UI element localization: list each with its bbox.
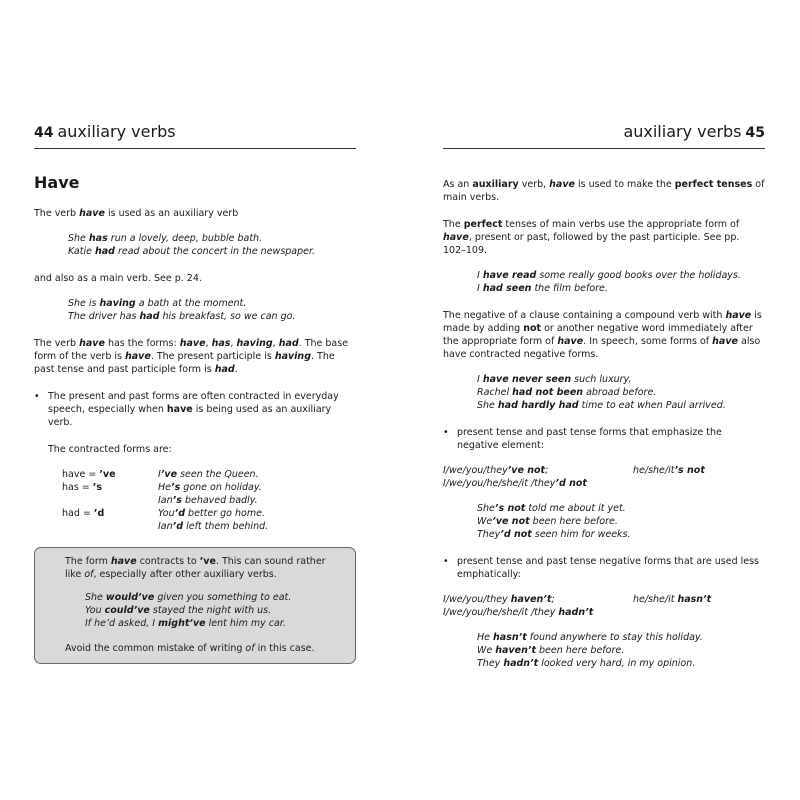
example-block bbox=[477, 373, 765, 412]
bullet-text: The present and past forms are often contracted in everyday speech, especially when have is being used as an auxiliary verb. bbox=[48, 391, 339, 428]
bullet-text: present tense and past tense forms that emphasize the negative element: bbox=[457, 427, 722, 451]
example-line: If he’d asked, I might’ve lent him my car. bbox=[85, 618, 286, 629]
bullet-marker: • bbox=[443, 427, 449, 438]
contraction-label: have = ’ve bbox=[62, 469, 116, 480]
negative-paragraph: The negative of a clause containing a compound verb with have is made by adding not or another negative word immediately after the appropriate form of have. In speech, some forms of have also have contracted negative forms. bbox=[443, 310, 762, 360]
contraction-row bbox=[62, 481, 356, 507]
running-title: auxiliary verbs bbox=[57, 122, 176, 141]
example-line: He hasn’t found anywhere to stay this holiday. bbox=[477, 632, 703, 643]
contraction-row bbox=[62, 507, 356, 533]
contraction-examples: I’ve seen the Queen. bbox=[158, 469, 259, 480]
example-block bbox=[477, 631, 765, 670]
left-page-header bbox=[34, 122, 356, 149]
contracted-forms-intro: The contracted forms are: bbox=[48, 444, 172, 455]
contractions-table bbox=[62, 468, 356, 533]
forms-cell: I/we/you/they’ve not; bbox=[443, 465, 549, 476]
forms-paragraph: The verb have has the forms: have, has, having, had. The base form of the verb is have. The present participle is having. The past tense and past participle form is had. bbox=[34, 338, 349, 375]
bullet-text: present tense and past tense negative forms that are used less emphatically: bbox=[457, 556, 760, 580]
forms-cell: I/we/you/they haven’t; bbox=[443, 594, 555, 605]
bullet-item bbox=[443, 555, 765, 581]
intro-paragraph: The verb have is used as an auxiliary verb bbox=[34, 208, 239, 219]
example-line: She is having a bath at the moment. bbox=[68, 298, 247, 309]
forms-table bbox=[443, 593, 765, 619]
example-line: They hadn’t looked very hard, in my opinion. bbox=[477, 658, 696, 669]
note-box bbox=[34, 547, 356, 664]
example-line: The driver has had his breakfast, so we can go. bbox=[68, 311, 296, 322]
example-line: I have never seen such luxury. bbox=[477, 374, 632, 385]
right-page-body bbox=[443, 178, 765, 684]
example-line: You could’ve stayed the night with us. bbox=[85, 605, 272, 616]
running-title: auxiliary verbs bbox=[623, 122, 742, 141]
right-page-header bbox=[443, 122, 765, 149]
forms-cell: he/she/it’s not bbox=[633, 465, 705, 476]
example-line: We’ve not been here before. bbox=[477, 516, 618, 527]
example-line: She has run a lovely, deep, bubble bath. bbox=[68, 233, 263, 244]
forms-cell: he/she/it hasn’t bbox=[633, 594, 712, 605]
contraction-label: has = ’s bbox=[62, 482, 103, 493]
note-text: The form have contracts to ’ve. This can sound rather like of, especially after other auxiliary verbs. bbox=[65, 556, 326, 580]
contraction-label: had = ’d bbox=[62, 508, 105, 519]
example-line: I had seen the film before. bbox=[477, 283, 608, 294]
example-block bbox=[68, 297, 356, 323]
note-examples bbox=[85, 591, 343, 630]
bullet-item bbox=[443, 426, 765, 452]
perfect-tenses-paragraph: As an auxiliary verb, have is used to make the perfect tenses of main verbs. bbox=[443, 179, 765, 203]
forms-table bbox=[443, 464, 765, 490]
note-warning: Avoid the common mistake of writing of in this case. bbox=[65, 643, 315, 654]
example-line: She’s not told me about it yet. bbox=[477, 503, 626, 514]
contraction-examples: He’s gone on holiday. Ian’s behaved badly. bbox=[158, 482, 262, 506]
page-number: 44 bbox=[34, 125, 54, 141]
bullet-marker: • bbox=[443, 556, 449, 567]
example-block bbox=[477, 502, 765, 541]
left-page-body bbox=[34, 174, 356, 664]
page-number: 45 bbox=[745, 125, 765, 141]
example-line: Katie had read about the concert in the newspaper. bbox=[68, 246, 316, 257]
example-block bbox=[68, 232, 356, 258]
example-line: They’d not seen him for weeks. bbox=[477, 529, 631, 540]
example-line: She would’ve given you something to eat. bbox=[85, 592, 292, 603]
contraction-row bbox=[62, 468, 356, 481]
example-line: I have read some really good books over the holidays. bbox=[477, 270, 741, 281]
contraction-examples: You’d better go home. Ian’d left them behind. bbox=[158, 508, 269, 532]
example-line: We haven’t been here before. bbox=[477, 645, 625, 656]
forms-cell: I/we/you/he/she/it /they’d not bbox=[443, 478, 587, 489]
example-line: Rachel had not been abroad before. bbox=[477, 387, 657, 398]
perfect-forms-paragraph: The perfect tenses of main verbs use the appropriate form of have, present or past, followed by the past participle. See pp. 102–109. bbox=[443, 219, 740, 256]
example-block bbox=[477, 269, 765, 295]
section-heading: Have bbox=[34, 173, 80, 192]
bullet-item bbox=[34, 390, 356, 429]
example-line: She had hardly had time to eat when Paul arrived. bbox=[477, 400, 726, 411]
bullet-marker: • bbox=[34, 391, 40, 402]
forms-cell: I/we/you/he/she/it /they hadn’t bbox=[443, 607, 594, 618]
main-verb-paragraph: and also as a main verb. See p. 24. bbox=[34, 273, 202, 284]
